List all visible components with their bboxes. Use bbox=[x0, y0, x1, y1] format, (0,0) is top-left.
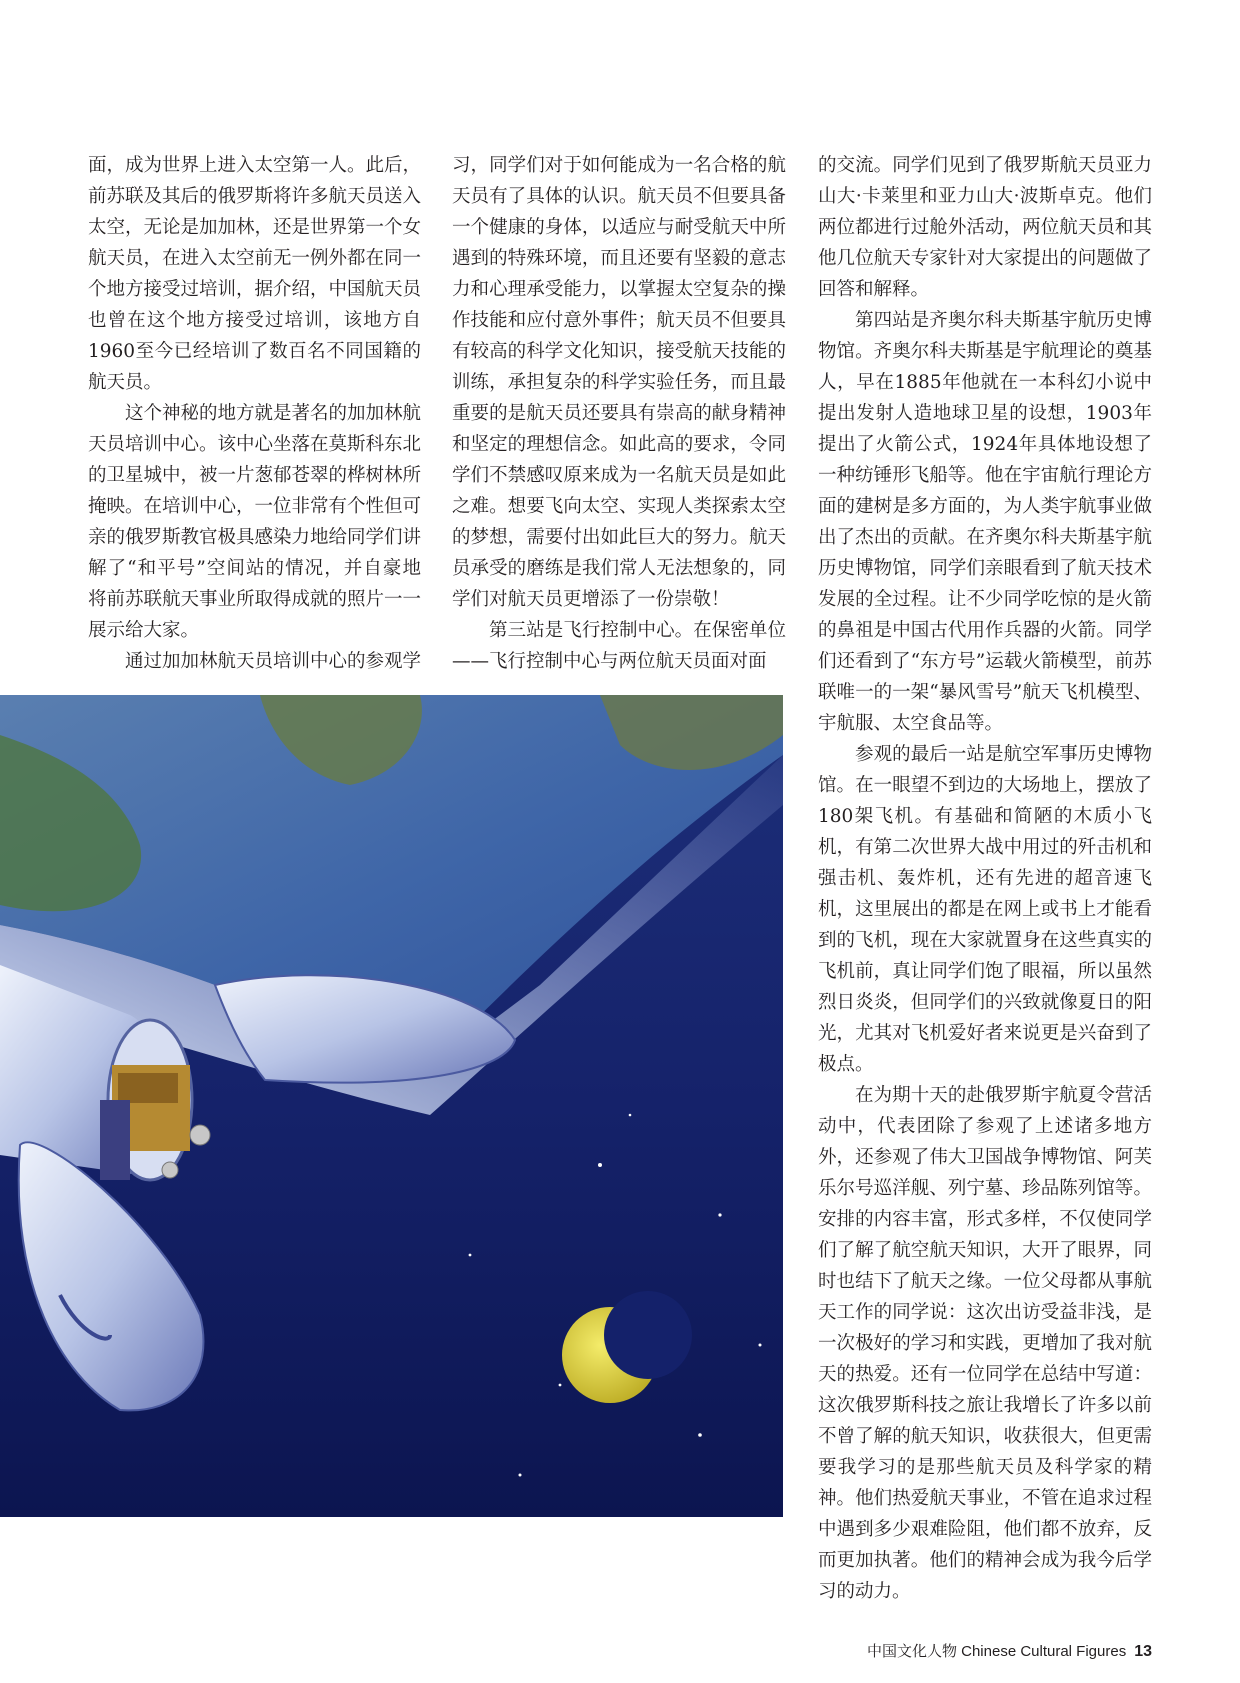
paragraph: 参观的最后一站是航空军事历史博物馆。在一眼望不到边的大场地上，摆放了180架飞机。有基础和简陋的木质小飞机，有第二次世界大战中用过的歼击机和强击机、轰炸机，还有先进的超音速飞机，这里展出的都是在网上或书上才能看到的飞机，现在大家就置身在这些真实的飞机前，真让同学们饱了眼福，所以虽然烈日炎炎，但同学们的兴致就像夏日的阳光，尤其对飞机爱好者来说更是兴奋到了极点。 bbox=[818, 744, 1152, 1075]
text-column-1 bbox=[88, 150, 421, 677]
text-column-3 bbox=[818, 150, 1152, 1607]
paragraph: 的交流。同学们见到了俄罗斯航天员亚力山大·卡莱里和亚力山大·波斯卓克。他们两位都进行过舱外活动，两位航天员和其他几位航天专家针对大家提出的问题做了回答和解释。 bbox=[818, 155, 1152, 300]
page-number: 13 bbox=[1134, 1643, 1152, 1660]
rocket-satellite-illustration bbox=[0, 695, 783, 1517]
paragraph: 面，成为世界上进入太空第一人。此后，前苏联及其后的俄罗斯将许多航天员送入太空，无论是加加林，还是世界第一个女航天员，在进入太空前无一例外都在同一个地方接受过培训，据介绍，中国航天员也曾在这个地方接受过培训，该地方自1960至今已经培训了数百名不同国籍的航天员。 bbox=[88, 155, 422, 393]
paragraph: 第三站是飞行控制中心。在保密单位——飞行控制中心与两位航天员面对面 bbox=[452, 620, 786, 672]
paragraph: 习，同学们对于如何能成为一名合格的航天员有了具体的认识。航天员不但要具备一个健康的身体，以适应与耐受航天中所遇到的特殊环境，而且还要有坚毅的意志力和心理承受能力，以掌握太空复杂的操作技能和应付意外事件；航天员不但要具有较高的科学文化知识，接受航天技能的训练，承担复杂的科学实验任务，而且最重要的是航天员还要具有崇高的献身精神和坚定的理想信念。如此高的要求，令同学们不禁感叹原来成为一名航天员是如此之难。想要飞向太空、实现人类探索太空的梦想，需要付出如此巨大的努力。航天员承受的磨练是我们常人无法想象的，同学们对航天员更增添了一份崇敬！ bbox=[452, 155, 786, 610]
text-column-2 bbox=[452, 150, 786, 677]
paragraph: 第四站是齐奥尔科夫斯基宇航历史博物馆。齐奥尔科夫斯基是宇航理论的奠基人，早在1885年他就在一本科幻小说中提出发射人造地球卫星的设想，1903年提出了火箭公式，1924年具体地设想了一种纺锤形飞船等。他在宇宙航行理论方面的建树是多方面的，为人类宇航事业做出了杰出的贡献。在齐奥尔科夫斯基宇航历史博物馆，同学们亲眼看到了航天技术发展的全过程。让不少同学吃惊的是火箭的鼻祖是中国古代用作兵器的火箭。同学们还看到了“东方号”运载火箭模型，前苏联唯一的一架“暴风雪号”航天飞机模型、宇航服、太空食品等。 bbox=[818, 310, 1152, 734]
paragraph: 这个神秘的地方就是著名的加加林航天员培训中心。该中心坐落在莫斯科东北的卫星城中，被一片葱郁苍翠的桦树林所掩映。在培训中心，一位非常有个性但可亲的俄罗斯教官极具感染力地给同学们讲解了“和平号”空间站的情况，并自豪地将前苏联航天事业所取得成就的照片一一展示给大家。 bbox=[88, 403, 422, 641]
paragraph: 通过加加林航天员培训中心的参观学 bbox=[125, 651, 422, 672]
paragraph: 在为期十天的赴俄罗斯宇航夏令营活动中，代表团除了参观了上述诸多地方外，还参观了伟大卫国战争博物馆、阿芙乐尔号巡洋舰、列宁墓、珍品陈列馆等。安排的内容丰富，形式多样，不仅使同学们了解了航空航天知识，大开了眼界，同时也结下了航天之缘。一位父母都从事航天工作的同学说：这次出访受益非浅，是一次极好的学习和实践，更增加了我对航天的热爱。还有一位同学在总结中写道：这次俄罗斯科技之旅让我增长了许多以前不曾了解的航天知识，收获很大，但更需要我学习的是那些航天员及科学家的精神。他们热爱航天事业，不管在追求过程中遇到多少艰难险阻，他们都不放弃，反而更加执著。他们的精神会成为我今后学习的动力。 bbox=[818, 1085, 1152, 1602]
magazine-name: 中国文化人物 Chinese Cultural Figures bbox=[866, 1643, 1127, 1660]
page-footer bbox=[867, 1640, 1152, 1661]
